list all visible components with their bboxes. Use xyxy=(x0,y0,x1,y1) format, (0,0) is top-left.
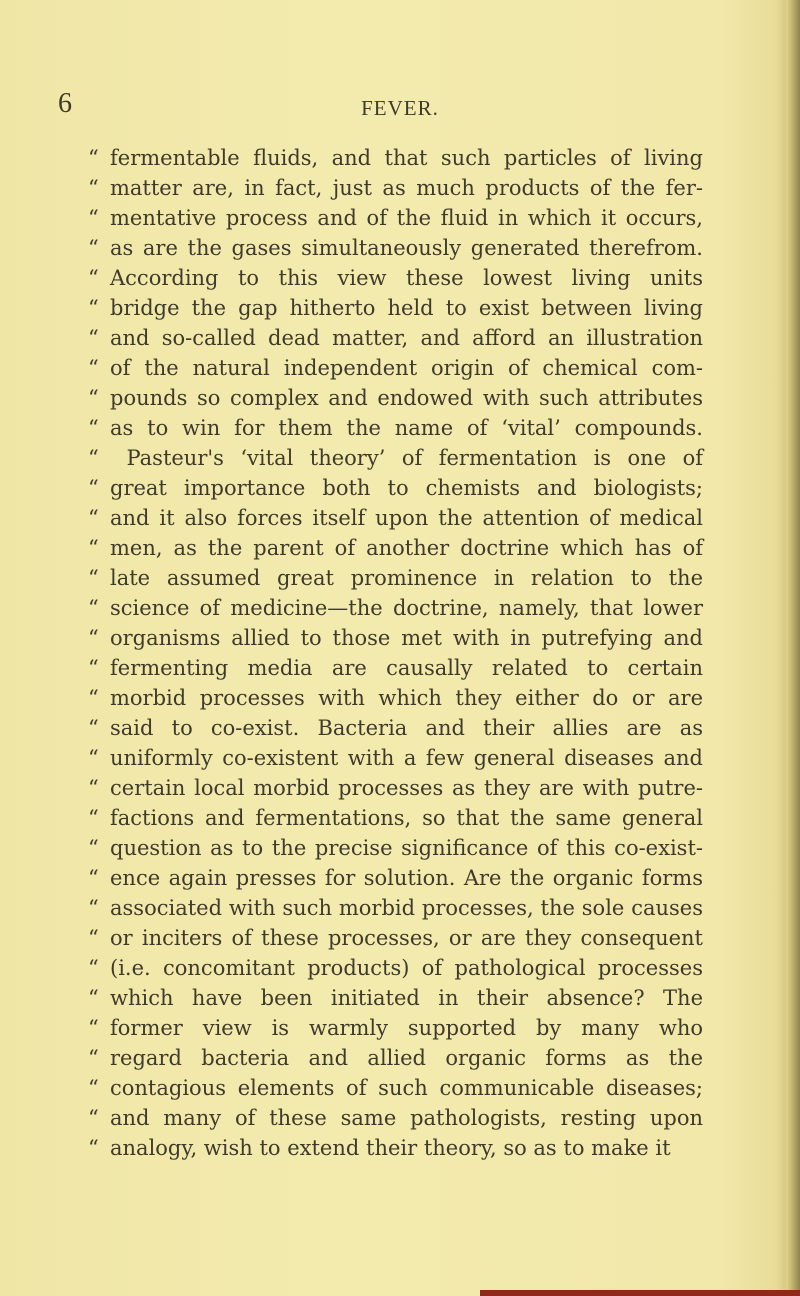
line-text: ence again presses for solution. Are the organic forms xyxy=(110,866,703,890)
line-text: pounds so complex and endowed with such attributes xyxy=(110,386,703,410)
text-line xyxy=(88,893,703,923)
line-text: organisms allied to those met with in putrefying and xyxy=(110,626,703,650)
line-text: According to this view these lowest living units xyxy=(110,266,703,290)
line-text: former view is warmly supported by many who xyxy=(110,1016,703,1040)
line-text: which have been initiated in their absence? The xyxy=(110,986,703,1010)
line-text: of the natural independent origin of chemical com- xyxy=(110,356,703,380)
quote-mark: “ xyxy=(88,1136,99,1160)
line-text: contagious elements of such communicable diseases; xyxy=(110,1076,703,1100)
book-cover-edge xyxy=(480,1290,800,1296)
text-line xyxy=(88,953,703,983)
text-line xyxy=(88,443,703,473)
line-text: fermenting media are causally related to certain xyxy=(110,656,703,680)
text-line xyxy=(88,923,703,953)
line-text: regard bacteria and allied organic forms as the xyxy=(110,1046,703,1070)
text-line xyxy=(88,473,703,503)
quote-mark: “ xyxy=(88,986,99,1010)
text-line xyxy=(88,293,703,323)
line-text: associated with such morbid processes, the sole causes xyxy=(110,896,703,920)
text-line xyxy=(88,533,703,563)
line-text: and it also forces itself upon the attention of medical xyxy=(110,506,703,530)
text-line xyxy=(88,743,703,773)
page-body-text xyxy=(88,143,703,1163)
line-text: said to co-exist. Bacteria and their allies are as xyxy=(110,716,703,740)
quote-mark: “ xyxy=(88,1106,99,1130)
quote-mark: “ xyxy=(88,626,99,650)
quote-mark: “ xyxy=(88,686,99,710)
quote-mark: “ xyxy=(88,926,99,950)
line-text: question as to the precise significance of this co-exist- xyxy=(110,836,703,860)
quote-mark: “ xyxy=(88,536,99,560)
text-line xyxy=(88,563,703,593)
quote-mark: “ xyxy=(88,746,99,770)
quote-mark: “ xyxy=(88,656,99,680)
text-line xyxy=(88,233,703,263)
quote-mark: “ xyxy=(88,806,99,830)
text-line xyxy=(88,833,703,863)
text-line xyxy=(88,1013,703,1043)
quote-mark: “ xyxy=(88,296,99,320)
text-line xyxy=(88,653,703,683)
line-text: matter are, in fact, just as much products of the fer- xyxy=(110,176,703,200)
quote-mark: “ xyxy=(88,446,99,470)
text-line xyxy=(88,143,703,173)
line-text: bridge the gap hitherto held to exist between living xyxy=(110,296,703,320)
text-line xyxy=(88,1073,703,1103)
quote-mark: “ xyxy=(88,386,99,410)
quote-mark: “ xyxy=(88,356,99,380)
line-text: fermentable fluids, and that such particles of living xyxy=(110,146,703,170)
running-head: FEVER. xyxy=(361,96,439,120)
text-line xyxy=(88,803,703,833)
quote-mark: “ xyxy=(88,776,99,800)
quote-mark: “ xyxy=(88,1046,99,1070)
quote-mark: “ xyxy=(88,416,99,440)
text-line xyxy=(88,353,703,383)
text-line xyxy=(88,593,703,623)
text-line xyxy=(88,773,703,803)
page-number: 6 xyxy=(58,88,72,119)
text-line xyxy=(88,683,703,713)
line-text: mentative process and of the fluid in which it occurs, xyxy=(110,206,703,230)
quote-mark: “ xyxy=(88,176,99,200)
line-text: certain local morbid processes as they are with putre- xyxy=(110,776,703,800)
text-line xyxy=(88,203,703,233)
line-text: men, as the parent of another doctrine which has of xyxy=(110,536,703,560)
line-text: factions and fermentations, so that the same general xyxy=(110,806,703,830)
quote-mark: “ xyxy=(88,1016,99,1040)
line-text: as to win for them the name of ‘vital’ compounds. xyxy=(110,416,703,440)
quote-mark: “ xyxy=(88,476,99,500)
line-text: science of medicine—the doctrine, namely, that lower xyxy=(110,596,703,620)
text-line xyxy=(88,983,703,1013)
line-text: analogy, wish to extend their theory, so as to make it xyxy=(110,1136,671,1160)
quote-mark: “ xyxy=(88,266,99,290)
line-text: great importance both to chemists and biologists; xyxy=(110,476,703,500)
quote-mark: “ xyxy=(88,836,99,860)
line-text: morbid processes with which they either do or are xyxy=(110,686,703,710)
quote-mark: “ xyxy=(88,146,99,170)
quote-mark: “ xyxy=(88,956,99,980)
book-spine-edge xyxy=(786,0,800,1296)
text-line xyxy=(88,383,703,413)
line-text: and so-called dead matter, and afford an illustration xyxy=(110,326,703,350)
text-line xyxy=(88,1043,703,1073)
quote-mark: “ xyxy=(88,566,99,590)
line-text: uniformly co-existent with a few general diseases and xyxy=(110,746,703,770)
text-line xyxy=(88,263,703,293)
text-line xyxy=(88,863,703,893)
quote-mark: “ xyxy=(88,206,99,230)
text-line xyxy=(88,323,703,353)
text-line xyxy=(88,1133,703,1163)
line-text: Pasteur's ‘vital theory’ of fermentation is one of xyxy=(110,446,703,470)
text-line xyxy=(88,623,703,653)
quote-mark: “ xyxy=(88,896,99,920)
line-text: and many of these same pathologists, resting upon xyxy=(110,1106,703,1130)
text-line xyxy=(88,173,703,203)
line-text: or inciters of these processes, or are they consequent xyxy=(110,926,703,950)
quote-mark: “ xyxy=(88,1076,99,1100)
quote-mark: “ xyxy=(88,506,99,530)
quote-mark: “ xyxy=(88,326,99,350)
text-line xyxy=(88,413,703,443)
quote-mark: “ xyxy=(88,716,99,740)
line-text: (i.e. concomitant products) of pathological processes xyxy=(110,956,703,980)
quote-mark: “ xyxy=(88,866,99,890)
line-text: late assumed great prominence in relation to the xyxy=(110,566,703,590)
text-line xyxy=(88,713,703,743)
line-text: as are the gases simultaneously generated therefrom. xyxy=(110,236,703,260)
quote-mark: “ xyxy=(88,236,99,260)
quote-mark: “ xyxy=(88,596,99,620)
text-line xyxy=(88,503,703,533)
text-line xyxy=(88,1103,703,1133)
